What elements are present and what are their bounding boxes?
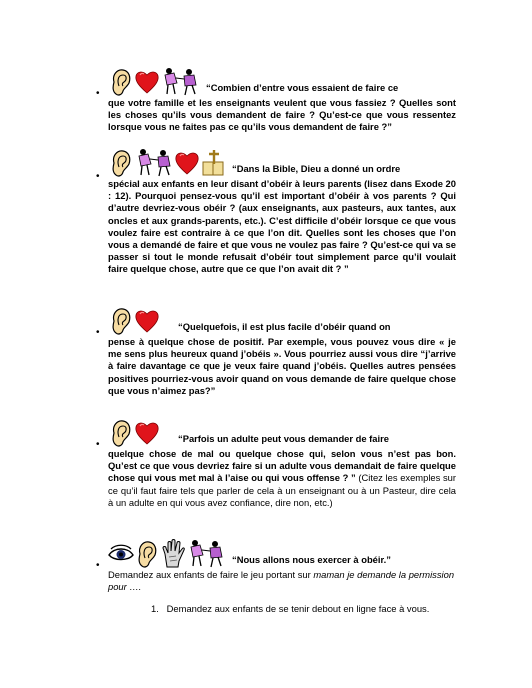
ear-icon — [108, 418, 134, 448]
bullet-item-5 — [96, 535, 456, 593]
icon-row — [108, 302, 456, 336]
item-body: que votre famille et les enseignants veulent que vous fassiez ? Quelles sont les choses qu’ils vous demandent de faire ? Qu’est-ce que vous ressentez lorsque vous ne faites pas ce qu’ils vous demandent de faire ?” — [108, 97, 456, 133]
bullet-dot: • — [96, 439, 100, 450]
bullet-item-4 — [96, 414, 457, 509]
item-instruction-italic: maman je demande la permission pour …. — [108, 569, 455, 593]
icon-row — [108, 63, 456, 97]
heart-icon — [134, 67, 160, 97]
children-icon — [134, 148, 174, 178]
children-icon — [186, 539, 226, 569]
bible-cross-icon — [200, 148, 226, 178]
icon-row — [108, 144, 456, 178]
ear-icon — [108, 67, 134, 97]
icon-row — [108, 535, 456, 569]
bullet-item-2 — [96, 144, 456, 276]
item-note: (Citez les exemples sur ce qu’il faut faire tels que parler de cela à un enseignant ou à un Pasteur, dire cela à un adulte en qui vous avez confiance, dire non, etc.) — [108, 472, 457, 508]
ear-icon — [108, 306, 134, 336]
item-lead: “Parfois un adulte peut vous demander de faire — [178, 433, 389, 444]
bullet-dot: • — [96, 327, 100, 338]
item-body: spécial aux enfants en leur disant d’obéir à leurs parents (lisez dans Exode 20 : 12). Pourquoi pensez-vous qu’il est important d’obéir à vos parents ? Qui d’autre devriez-vous obéir ? (aux enseignants, aux pasteurs, aux tantes, aux oncles et aux grands-parents, etc.). C’est difficile d’obéir lorsque ce que vous voulez faire est contraire à ce que l’on dit. Quelles sont les choses que l’on vous a demandé de faire et que vous ne voulez pas faire ? Qu’est-ce qui va se passer si tout le monde refusait d’obéir tout simplement parce qu’il voulait faire quelque chose, autre que ce que l’on avait dit ? ” — [108, 178, 456, 275]
item-lead: “Combien d’entre vous essaient de faire ce — [206, 82, 399, 93]
eye-icon — [108, 539, 134, 569]
item-lead: “Quelquefois, il est plus facile d’obéir quand on — [178, 321, 391, 332]
heart-icon — [134, 418, 160, 448]
bullet-dot: • — [96, 88, 100, 99]
ear-icon — [108, 148, 134, 178]
numbered-step — [151, 603, 429, 615]
item-body: quelque chose de mal ou quelque chose qui, selon vous n’est pas bon. Qu’est ce que vous devriez faire si un adulte vous demandait de faire quelque chose qui vous met mal à l’aise ou qui vous offense ? ” — [108, 448, 456, 484]
step-text: Demandez aux enfants de se tenir debout en ligne face à vous. — [166, 603, 430, 614]
heart-icon — [174, 148, 200, 178]
hand-icon — [160, 539, 186, 569]
heart-icon — [134, 306, 160, 336]
step-number: 1. — [151, 603, 159, 614]
icon-row — [108, 414, 456, 448]
bullet-item-1 — [96, 63, 456, 134]
children-icon — [160, 67, 200, 97]
item-body: pense à quelque chose de positif. Par exemple, vous pouvez vous dire « je me sens plus heureux quand j’obéis ». Vous pourriez aussi vous dire “j’arrive à faire davantage ce que je veux faire quand j’obéis. Quelles autres pensées positives pourriez-vous avoir quand on vous demande de faire quelque chose que vous n’aimez pas?” — [108, 336, 456, 396]
item-lead: “Nous allons nous exercer à obéir.” — [232, 554, 391, 565]
bullet-item-3 — [96, 302, 456, 397]
ear-icon — [134, 539, 160, 569]
item-lead: “Dans la Bible, Dieu a donné un ordre — [232, 163, 401, 174]
item-instruction: Demandez aux enfants de faire le jeu portant sur — [108, 569, 314, 580]
bullet-dot: • — [96, 560, 100, 571]
bullet-dot: • — [96, 171, 100, 182]
